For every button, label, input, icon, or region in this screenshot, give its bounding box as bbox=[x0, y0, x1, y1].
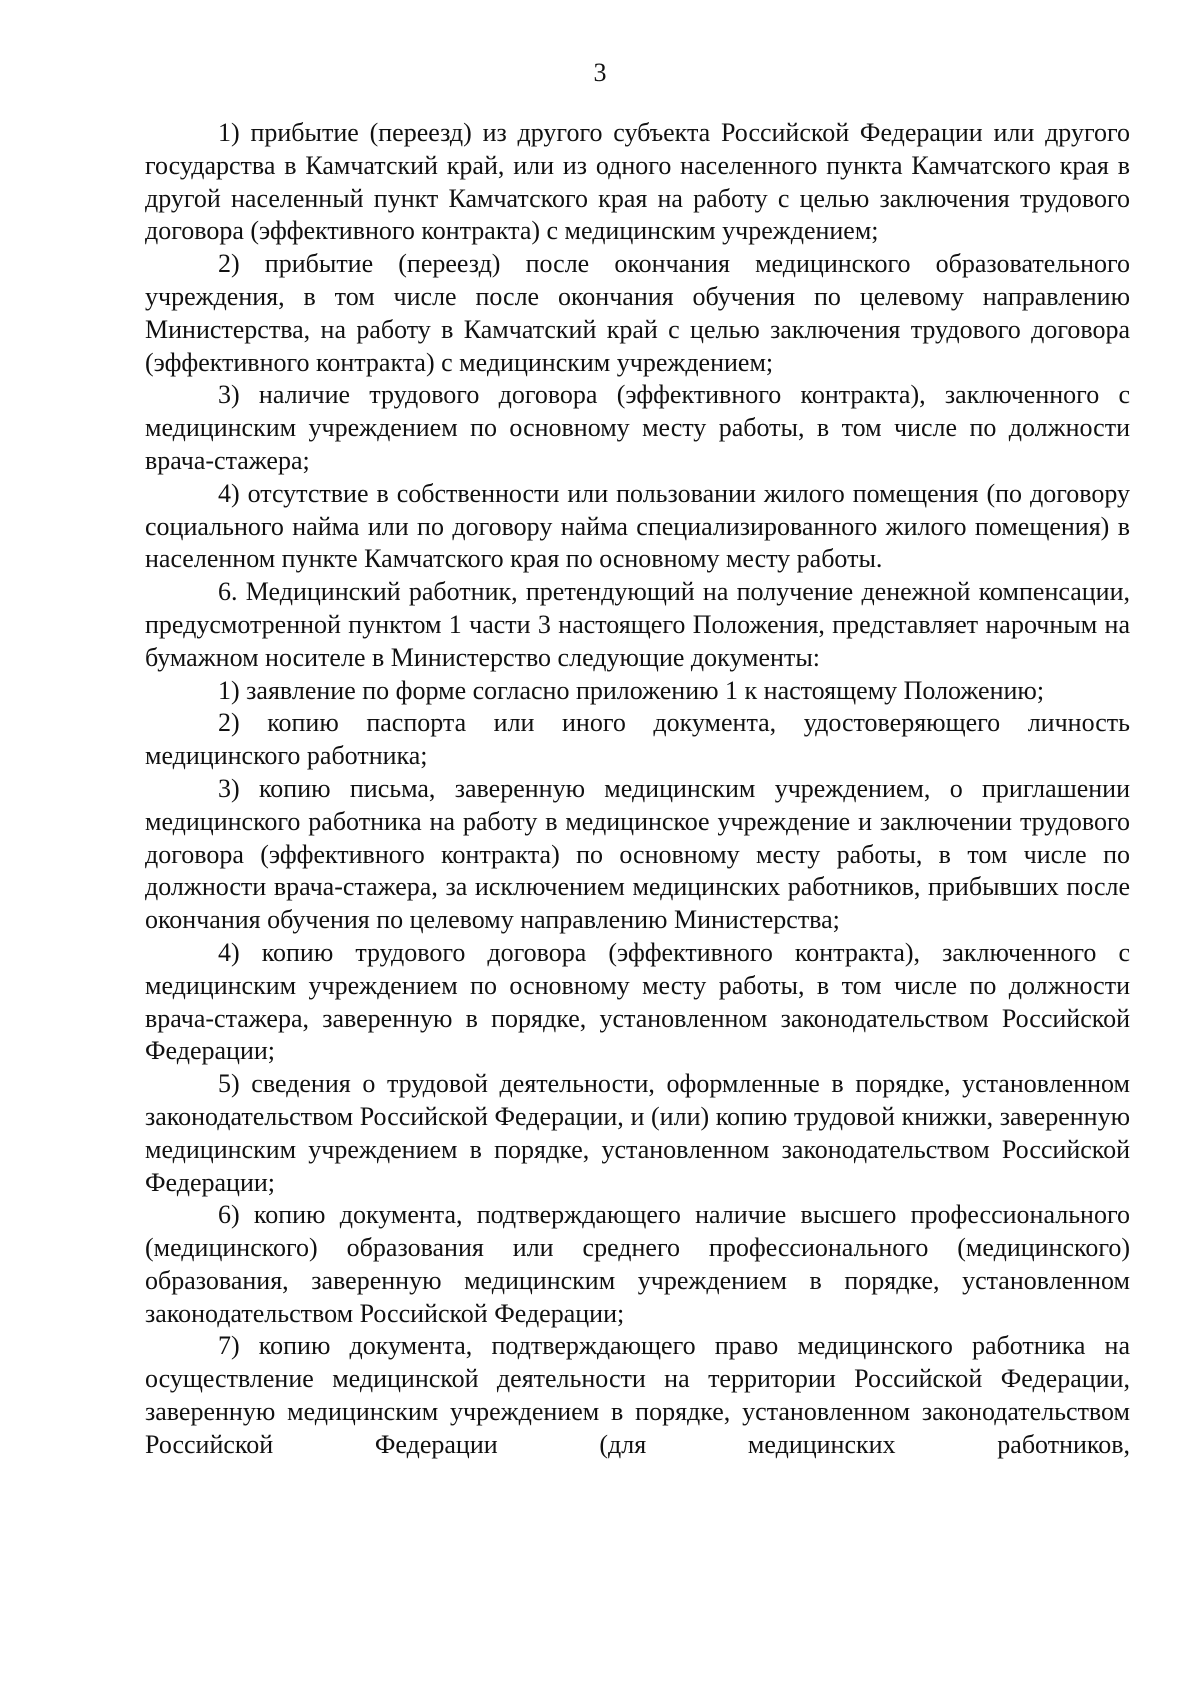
paragraph-4: 4) отсутствие в собственности или пользовании жилого помещения (по договору социального найма или по договору найма специализированного жилого помещения) в населенном пункте Камчатского края по основному месту работы. bbox=[145, 478, 1130, 574]
paragraph-8: 3) копию письма, заверенную медицинским учреждением, о приглашении медицинского работника на работу в медицинское учреждение и заключении трудового договора (эффективного контракта) по основному месту работы, в том числе по должности врача-стажера, за исключением медицинских работников, прибывших после окончания обучения по целевому направлению Министерства; bbox=[145, 773, 1130, 935]
paragraph-10: 5) сведения о трудовой деятельности, оформленные в порядке, установленном законодательством Российской Федерации, и (или) копию трудовой книжки, заверенную медицинским учреждением в порядке, установленном законодательством Российской Федерации; bbox=[145, 1069, 1130, 1197]
page-number: 3 bbox=[593, 58, 607, 87]
paragraph-7: 2) копию паспорта или иного документа, удостоверяющего личность медицинского работника; bbox=[145, 708, 1130, 771]
paragraph-1: 1) прибытие (переезд) из другого субъекта Российской Федерации или другого государства в Камчатский край, или из одного населенного пункта Камчатского края в другой населенный пункт Камчатского края на работу с целью заключения трудового договора (эффективного контракта) с медицинским учреждением; bbox=[145, 118, 1130, 246]
document-body bbox=[145, 117, 1130, 1462]
paragraph-11: 6) копию документа, подтверждающего наличие высшего профессионального (медицинского) образования или среднего профессионального (медицинского) образования, заверенную медицинским учреждением в порядке, установленном законодательством Российской Федерации; bbox=[145, 1200, 1130, 1328]
paragraph-6: 1) заявление по форме согласно приложению 1 к настоящему Положению; bbox=[218, 675, 1045, 705]
paragraph-2: 2) прибытие (переезд) после окончания медицинского образовательного учреждения, в том числе после окончания обучения по целевому направлению Министерства, на работу в Камчатский край с целью заключения трудового договора (эффективного контракта) с медицинским учреждением; bbox=[145, 249, 1130, 377]
paragraph-3: 3) наличие трудового договора (эффективного контракта), заключенного с медицинским учреждением по основному месту работы, в том числе по должности врача-стажера; bbox=[145, 380, 1130, 475]
paragraph-9: 4) копию трудового договора (эффективного контракта), заключенного с медицинским учреждением по основному месту работы, в том числе по должности врача-стажера, заверенную в порядке, установленном законодательством Российской Федерации; bbox=[145, 937, 1130, 1066]
paragraph-12: 7) копию документа, подтверждающего право медицинского работника на осуществление медицинской деятельности на территории Российской Федерации, заверенную медицинским учреждением в порядке, установленном законодательством Российской Федерации (для медицинских работников, bbox=[145, 1331, 1130, 1459]
paragraph-5: 6. Медицинский работник, претендующий на получение денежной компенсации, предусмотренной пунктом 1 части 3 настоящего Положения, представляет нарочным на бумажном носителе в Министерство следующие документы: bbox=[145, 577, 1130, 672]
